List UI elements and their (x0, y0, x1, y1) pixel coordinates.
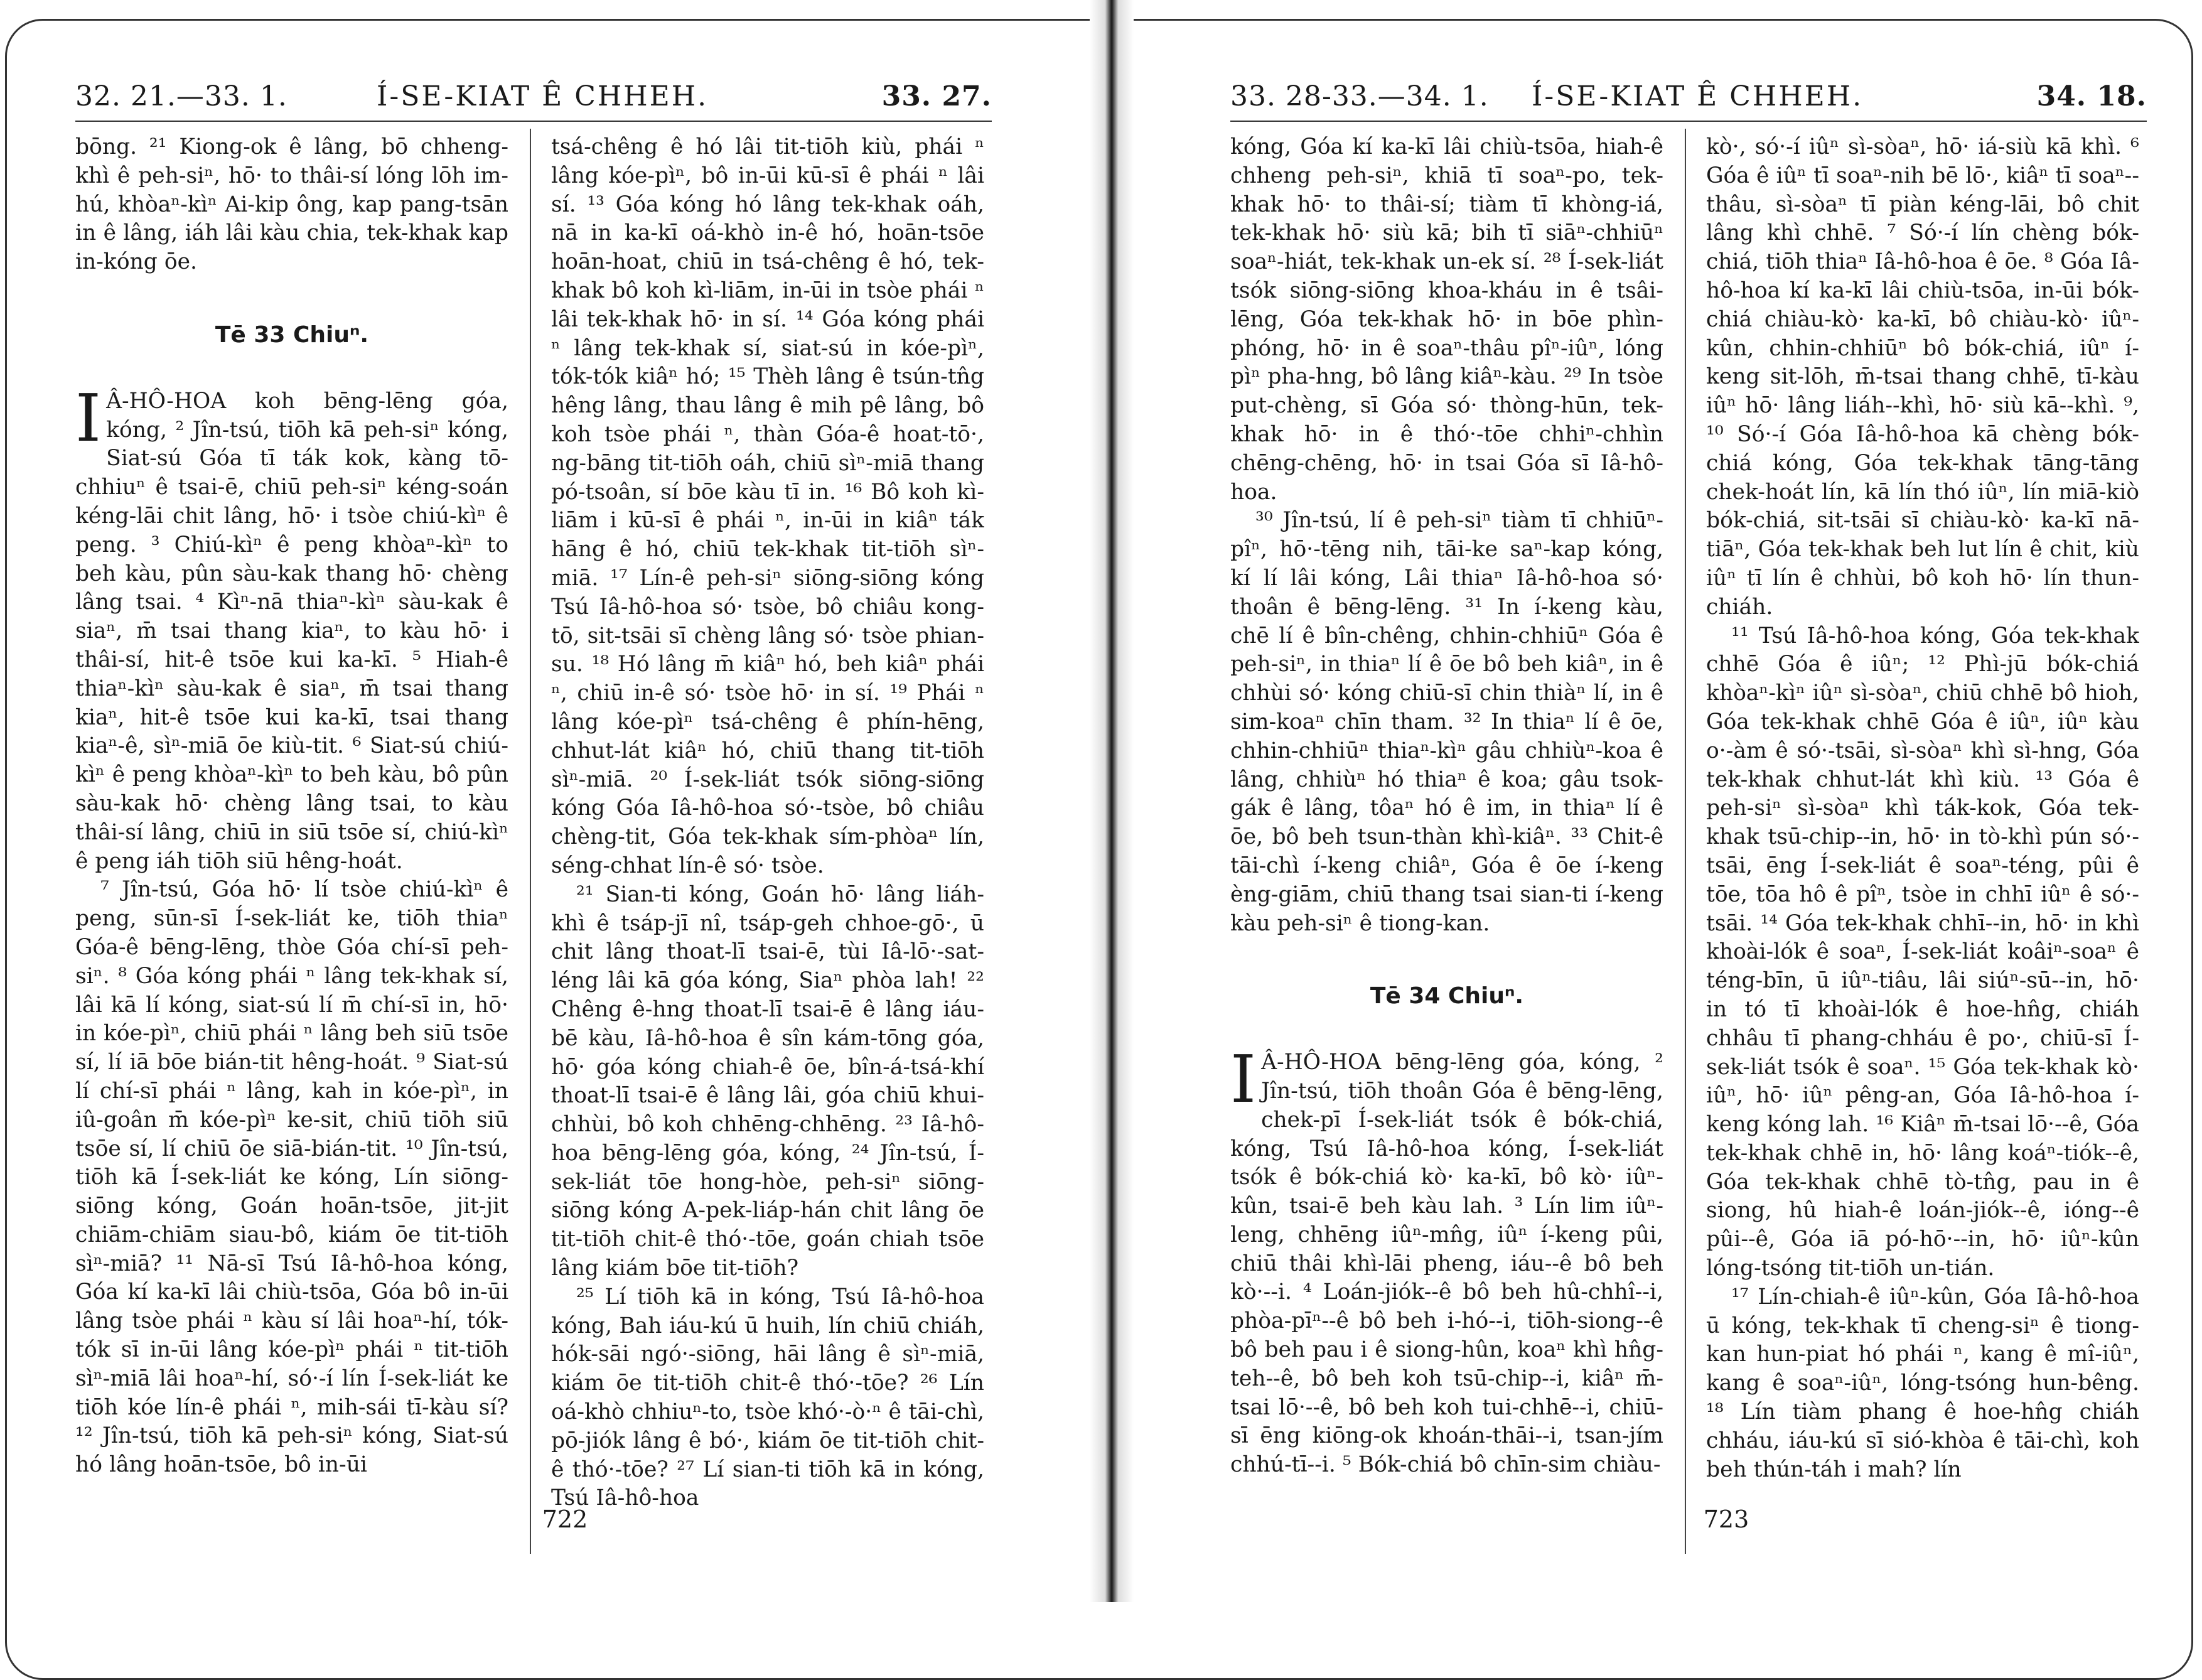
verse-paragraph: ²¹ Sian-ti kóng, Goán hō· lâng liáh-khì ê tsáp-jī nî, tsáp-geh chhoe-gō·, ū chit lâng thoat-lī tsai-ē, tùi Iâ-lō·-sat-léng lâi kā góa kóng, Siaⁿ phòa lah! ²² Chêng ê-hng thoat-lī tsai-ē ê lâng iáu-bē kàu, Iâ-hô-hoa ê sîn kám-tōng góa, hō· góa kóng chiah-ê ōe, bîn-á-tsá-khí thoat-lī tsai-ē ê lâng lâi, góa chiū khui-chhùi, bô koh chhēng-chhēng. ²³ Iâ-hô-hoa bēng-lēng góa, kóng, ²⁴ Jîn-tsú, Í-sek-liát tōe hong-hòe, peh-siⁿ siōng-siōng kóng A-pek-liáp-hán chit lâng ōe tit-tiōh chit-ê thó·-tōe, goán chiah tsōe lâng kiám bōe tit-tiōh? (551, 881, 984, 1281)
verse-paragraph: kò·, só·-í iûⁿ sì-sòaⁿ, hō· iá-siù kā khì. ⁶ Góa ê iûⁿ tī soaⁿ-nih bē lō·, kiâⁿ tī soaⁿ--thâu, sì-sòaⁿ tī piàn kéng-lāi, bô chit lâng khì chhē. ⁷ Só·-í lín chèng bók-chiá, tiōh thiaⁿ Iâ-hô-hoa ê ōe. ⁸ Góa Iâ-hô-hoa kí ka-kī lâi chiù-tsōa, in-ūi bók-chiá chiàu-kò· ka-kī, bô chiàu-kò· iûⁿ-kûn, chhin-chhiūⁿ bô bók-chiá, iûⁿ í-keng sit-lōh, m̄-tsai thang chhē, tī-kàu iûⁿ hō· lâng liáh--khì, hō· siù kā--khì. ⁹, ¹⁰ Só·-í Góa Iâ-hô-hoa kā chèng bók-chiá kóng, Góa tek-khak tāng-tāng chek-hoát lín, kā lín thó iûⁿ, lín miā-kiò bók-chiá, sit-tsāi sī chiàu-kò· ka-kī nā-tiāⁿ, Góa tek-khak beh lut lín ê chit, kiù iûⁿ tī lín ê chhùi, bô koh hō· lín thun-chiáh. (1706, 134, 2139, 620)
chapter-heading: Tē 34 Chiuⁿ. (1370, 983, 1524, 1010)
page-header (75, 80, 992, 118)
verse-paragraph: ⁷ Jîn-tsú, Góa hō· lí tsòe chiú-kìⁿ ê peng, sūn-sī Í-sek-liát ke, tiōh thiaⁿ Góa-ê bēng-lēng, thòe Góa chí-sī peh-siⁿ. ⁸ Góa kóng phái ⁿ lâng tek-khak sí, lâi kā lí kóng, siat-sú lí m̄ chí-sī in, hō· in kóe-pìⁿ, chiū phái ⁿ lâng beh siū tsōe sí, lí iā bōe bián-tit hêng-hoát. ⁹ Siat-sú lí chí-sī phái ⁿ lâng, kah in kóe-pìⁿ, in iû-goân m̄ kóe-pìⁿ ke-sit, chiū tiōh siū tsōe sí, lí chiū ōe siā-bián-tit. ¹⁰ Jîn-tsú, tiōh kā Í-sek-liát ke kóng, Lín siōng-siōng kóng, Goán hoān-tsōe, jit-jit chiām-chiām siau-bô, kiám ōe tit-tiōh sìⁿ-miā? ¹¹ Nā-sī Tsú Iâ-hô-hoa kóng, Góa kí ka-kī lâi chiù-tsōa, Góa bô in-ūi lâng tsòe phái ⁿ kàu sí lâi hoaⁿ-hí, tók-tók sī in-ūi lâng kóe-pìⁿ phái ⁿ tit-tiōh sìⁿ-miā lâi hoaⁿ-hí, só·-í lín Í-sek-liát ke tiōh kóe lín-ê phái ⁿ, mih-sái tī-kàu sí? ¹² Jîn-tsú, tiōh kā peh-siⁿ kóng, Siat-sú hó lâng hoān-tsōe, bô in-ūi (75, 877, 508, 1478)
page-header (1230, 80, 2147, 118)
header-book-title: Í-SE-KIAT Ê CHHEH. (377, 80, 709, 112)
left-page (75, 0, 1080, 1602)
chapter-opening-paragraph (75, 379, 508, 876)
verse-paragraph: ¹⁷ Lín-chiah-ê iûⁿ-kûn, Góa Iâ-hô-hoa ū kóng, tek-khak tī cheng-siⁿ ê tiong-kan hun-piat hó phái ⁿ, kang ê mî-iûⁿ, kang ê soaⁿ-iûⁿ, lóng-tsóng hun-bêng. ¹⁸ Lín tiàm phang ê hoe-hn̂g chiáh chháu, iáu-kú sī sió-khòa ê tāi-chì, koh beh thún-táh i mah? lín (1706, 1284, 2139, 1482)
header-rule (75, 121, 992, 122)
chapter-heading: Tē 33 Chiuⁿ. (215, 321, 369, 348)
header-rule (1230, 121, 2147, 122)
text-column-left (1230, 133, 1663, 1546)
page-number: 723 (1703, 1505, 1749, 1533)
page-number: 722 (542, 1505, 588, 1533)
verse-paragraph: ²⁵ Lí tiōh kā in kóng, Tsú Iâ-hô-hoa kóng, Bah iáu-kú ū huih, lín chiū chiáh, hók-sāi ngó·-siōng, hāi lâng ê sìⁿ-miā, kiám ōe tit-tiōh chit-ê thó·-tōe? ²⁶ Lín oá-khò chhiuⁿ-to, tsòe khó·-ò·ⁿ ê tāi-chì, pō-jiók lâng ê bó·, kiám ōe tit-tiōh chit-ê thó·-tōe? ²⁷ Lí sian-ti tiōh kā in kóng, Tsú Iâ-hô-hoa (551, 1284, 984, 1511)
drop-cap: I (1230, 1041, 1257, 1118)
header-end-verse: 34. 18. (2036, 80, 2147, 112)
verse-paragraph: tsá-chêng ê hó lâi tit-tiōh kiù, phái ⁿ lâng kóe-pìⁿ, bô in-ūi kū-sī ê phái ⁿ lâi sí. ¹³ Góa kóng hó lâng tek-khak oáh, nā in ka-kī oá-khò in-ê hó, hoān-tsōe hoān-hoat, chiū in tsá-chêng ê hó, tek-khak bô koh kì-liām, in-ūi in tsòe phái ⁿ lâi tek-khak hō· in sí. ¹⁴ Góa kóng phái ⁿ lâng tek-khak sí, siat-sú in kóe-pìⁿ, tók-tók kiâⁿ hó; ¹⁵ Thèh lâng ê tsún-tn̂g hêng lâng, thau lâng ê mih pê lâng, bô koh tsòe phái ⁿ, thàn Góa-ê hoat-tō·, ng-bāng tit-tiōh oáh, chiū sìⁿ-miā thang pó-tsoân, sí bōe kàu tī in. ¹⁶ Bô koh kì-liām i kū-sī ê phái ⁿ, in-ūi in kiâⁿ ták hāng ê hó, chiū tek-khak tit-tiōh sìⁿ-miā. ¹⁷ Lín-ê peh-siⁿ siōng-siōng kóng Tsú Iâ-hô-hoa só· tsòe, bô chiâu kong-tō, sit-tsāi sī chèng lâng só· tsòe phian-su. ¹⁸ Hó lâng m̄ kiâⁿ hó, beh kiâⁿ phái ⁿ, chiū in-ê só· tsòe hō· in sí. ¹⁹ Phái ⁿ lâng kóe-pìⁿ tsá-chêng ê phín-hēng, chhut-lát kiâⁿ hó, chiū thang tit-tiōh sìⁿ-miā. ²⁰ Í-sek-liát tsók siōng-siōng kóng Góa Iâ-hô-hoa só·-tsòe, bô chiâu chèng-tit, Góa tek-khak sím-phòaⁿ lín, séng-chhat lín-ê só· tsòe. (551, 134, 984, 878)
verse-paragraph: ³⁰ Jîn-tsú, lí ê peh-siⁿ tiàm tī chhiūⁿ-pîⁿ, hō·-tēng nih, tāi-ke saⁿ-kap kóng, kí lí lâi kóng, Lâi thiaⁿ Iâ-hô-hoa só· thoân ê bēng-lēng. ³¹ In í-keng kàu, chē lí ê bîn-chêng, chhin-chhiūⁿ Góa ê peh-siⁿ, in thiaⁿ lí ê ōe bô beh kiâⁿ, in ê chhùi só· kóng chiū-sī chin thiàⁿ lí, in ê sim-koaⁿ chīn tham. ³² In thiaⁿ lí ê ōe, chhin-chhiūⁿ thiaⁿ-kìⁿ gâu chhiùⁿ-koa ê lâng, chhiùⁿ hó thiaⁿ ê koa; gâu tsok-gák ê lâng, tôaⁿ hó ê im, in thiaⁿ lí ê ōe, bô beh tsun-thàn khì-kiâⁿ. ³³ Chit-ê tāi-chì í-keng chiâⁿ, Góa ê ōe í-keng èng-giām, chiū thang tsai sian-ti í-keng kàu peh-siⁿ ê tiong-kan. (1230, 508, 1663, 936)
header-verse-range: 32. 21.—33. 1. (75, 80, 287, 112)
column-divider (1685, 129, 1686, 1554)
drop-cap: I (75, 379, 102, 456)
column-divider (530, 129, 531, 1554)
book-gutter (1090, 0, 1134, 1602)
header-end-verse: 33. 27. (881, 80, 992, 112)
right-page (1230, 0, 2202, 1602)
text-column-right (551, 133, 984, 1546)
header-verse-range: 33. 28-33.—34. 1. (1230, 80, 1489, 112)
verse-paragraph: kóng, Góa kí ka-kī lâi chiù-tsōa, hiah-ê chheng peh-siⁿ, khiā tī soaⁿ-po, tek-khak hō· to thâi-sí; tiàm tī khòng-iá, tek-khak hō· siù kā; bih tī siāⁿ-chhiūⁿ soaⁿ-hiát, tek-khak un-ek sí. ²⁸ Í-sek-liát tsók siōng-siōng khoa-kháu in ê tsâi-lēng, Góa tek-khak hō· in bōe phìn-phóng, hō· in ê soaⁿ-thâu pîⁿ-iûⁿ, lóng pìⁿ pha-hng, bô lâng kiâⁿ-kàu. ²⁹ In tsòe put-chèng, sī Góa só· thòng-hūn, tek-khak hō· in ê thó·-tōe chhiⁿ-chhìn chēng-chēng, hō· in tsai Góa sī Iâ-hô-hoa. (1230, 134, 1663, 505)
verse-paragraph: bōng. ²¹ Kiong-ok ê lâng, bō chheng-khì ê peh-siⁿ, hō· to thâi-sí lóng lōh im-hú, khòaⁿ-kìⁿ Ai-kip ông, kap pang-tsān in ê lâng, iáh lâi kàu chia, tek-khak kap in-kóng ōe. (75, 134, 508, 275)
chapter-opening-text: Â-HÔ-HOA bēng-lēng góa, kóng, ² Jîn-tsú, tiōh thoân Góa ê bēng-lēng, chek-pī Í-sek-liát tsók ê bók-chiá, kóng, Tsú Iâ-hô-hoa kóng, Í-sek-liát tsók ê bók-chiá kò· ka-kī, bô kò· iûⁿ-kûn, tsai-ē beh kàu lah. ³ Lín lim iûⁿ-leng, chhēng iûⁿ-mn̂g, iûⁿ í-keng pûi, chiū thâi khì-lāi pheng, iáu--ê bô beh kò·--i. ⁴ Loán-jiók--ê bô beh hû-chhî--i, phòa-pīⁿ--ê bô beh i-hó--i, tiōh-siong--ê bô beh pau i ê siong-hûn, koaⁿ khì hn̂g-teh--ê, bô beh koh tsū-chip--i, kiâⁿ m̄-tsai lō·--ê, bô beh koh tui-chhē--i, chiū-sī ēng kiōng-ok khoán-thāi--i, tsan-jím chhú-tī--i. ⁵ Bók-chiá bô chīn-sim chiàu- (1230, 1050, 1663, 1478)
text-column-right (1706, 133, 2139, 1546)
verse-paragraph: ¹¹ Tsú Iâ-hô-hoa kóng, Góa tek-khak chhē Góa ê iûⁿ; ¹² Phì-jū bók-chiá khòaⁿ-kìⁿ iûⁿ sì-sòaⁿ, chiū chhē bô hioh, Góa tek-khak chhē Góa ê iûⁿ, iûⁿ kàu o·-àm ê só·-tsāi, sì-sòaⁿ khì sì-hng, Góa tek-khak chhut-lát khì kiù. ¹³ Góa ê peh-siⁿ sì-sòaⁿ khì ták-kok, Góa tek-khak tsū-chip--in, hō· in tò-khì pún só·-tsāi, ēng Í-sek-liát ê soaⁿ-téng, pûi ê tōe, tōa hô ê pîⁿ, tsòe in chhī iûⁿ ê só·-tsāi. ¹⁴ Góa tek-khak chhī--in, hō· in khì khoài-lók ê soaⁿ, Í-sek-liát koâiⁿ-soaⁿ ê téng-bīn, ū iûⁿ-tiâu, lâi siúⁿ-sū--in, hō· in tó tī khoài-lók ê hoe-hn̂g, chiáh chhâu tī phang-chháu ê po·, chiū-sī Í-sek-liát tsók ê soaⁿ. ¹⁵ Góa tek-khak kò· iûⁿ, hō· iûⁿ pêng-an, Góa Iâ-hô-hoa í-keng kóng lah. ¹⁶ Kiâⁿ m̄-tsai lō·--ê, Góa tek-khak chhē in, hō· lâng koáⁿ-tiók--ê, Góa tek-khak chhē tò-tn̂g, pau in ê siong, hû hiah-ê loán-jiók--ê, ióng--ê pûi--ê, Góa iā pó-hō·--in, hō· iûⁿ-kûn lóng-tsóng tit-tiōh un-tián. (1706, 623, 2139, 1281)
text-column-left (75, 133, 508, 1546)
header-book-title: Í-SE-KIAT Ê CHHEH. (1532, 80, 1864, 112)
chapter-opening-paragraph (1230, 1041, 1663, 1480)
chapter-opening-text: Â-HÔ-HOA koh bēng-lēng góa, kóng, ² Jîn-tsú, tiōh kā peh-siⁿ kóng, Siat-sú Góa tī ták kok, kàng tō-chhiuⁿ ê tsai-ē, chiū peh-siⁿ kéng-soán kéng-lāi chit lâng, hō· i tsòe chiú-kìⁿ ê peng. ³ Chiú-kìⁿ ê peng khòaⁿ-kìⁿ to beh kàu, pûn sàu-kak thang hō· chèng lâng tsai. ⁴ Kìⁿ-nā thiaⁿ-kìⁿ sàu-kak ê siaⁿ, m̄ tsai thang kiaⁿ, to kàu hō· i thâi-sí, hit-ê tsōe kui ka-kī. ⁵ Hiah-ê thiaⁿ-kìⁿ sàu-kak ê siaⁿ, m̄ tsai thang kiaⁿ, hit-ê tsōe kui ka-kī, tsai thang kiaⁿ-ê, sìⁿ-miā ōe kiù-tit. ⁶ Siat-sú chiú-kìⁿ ê peng khòaⁿ-kìⁿ to beh kàu, bô pûn sàu-kak hō· chèng lâng tsai, to kàu thâi-sí lâng, chiū in siū tsōe sí, chiú-kìⁿ ê peng iáh tiōh siū hêng-hoát. (75, 388, 508, 874)
